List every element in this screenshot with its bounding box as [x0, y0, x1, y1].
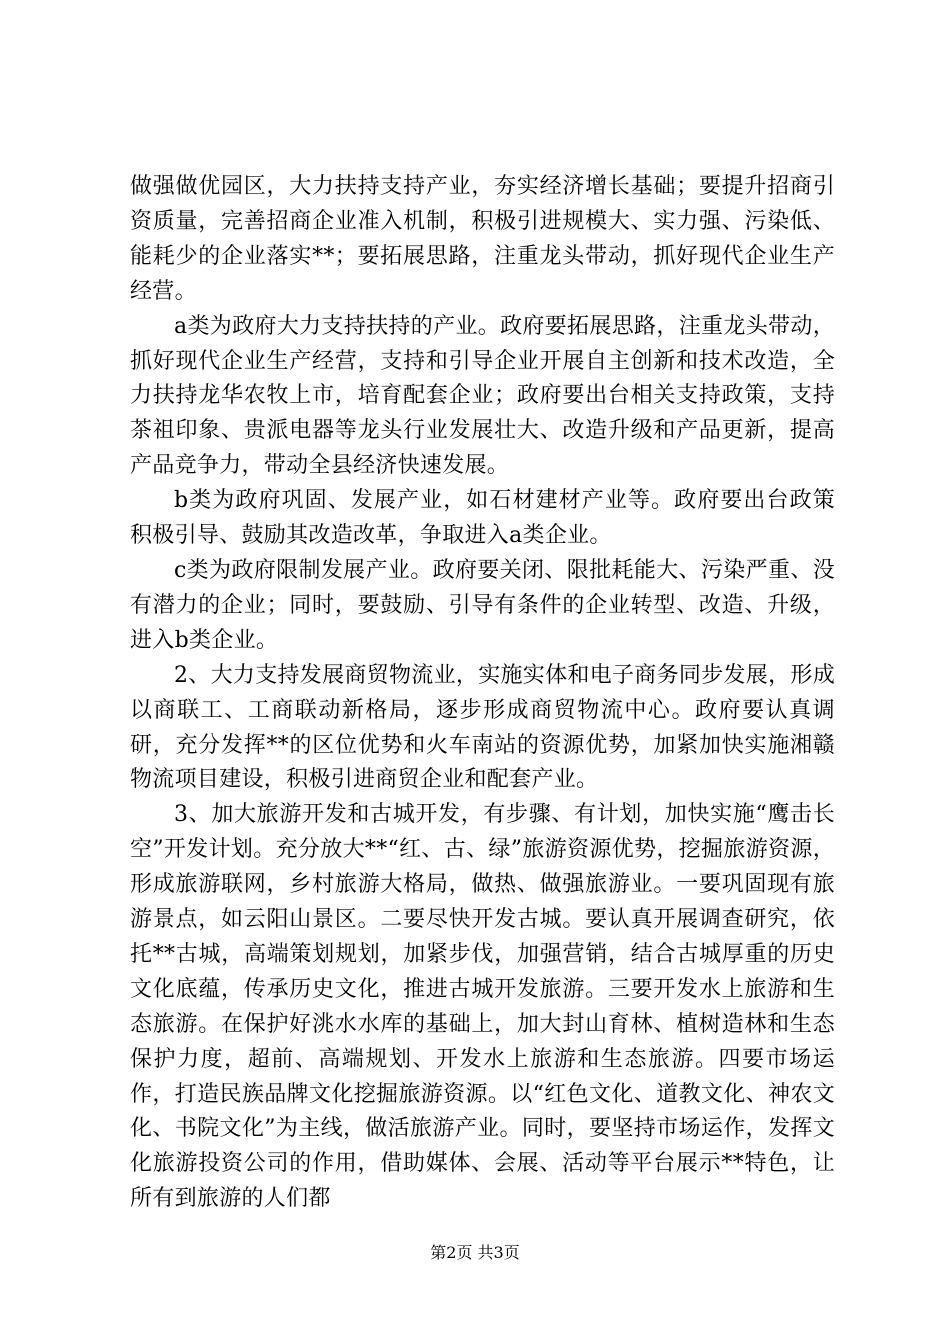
paragraph-category-a: a类为政府大力支持扶持的产业。政府要拓展思路，注重龙头带动，抓好现代企业生产经营，支持和引导企业开展自主创新和技术改造，全力扶持龙华农牧上市，培育配套企业；政府要出台相关支持政策，支持茶祖印象、贵派电器等龙头行业发展壮大、改造升级和产品更新，提高产品竞争力，带动全县经济快速发展。 [130, 313, 835, 479]
paragraph-category-c: c类为政府限制发展产业。政府要关闭、限批耗能大、污染严重、没有潜力的企业；同时，要鼓励、引导有条件的企业转型、改造、升级，进入b类企业。 [130, 557, 835, 653]
paragraph-category-b: b类为政府巩固、发展产业，如石材建材产业等。政府要出台政策积极引导、鼓励其改造改革，争取进入a类企业。 [130, 488, 835, 549]
page-footer: 第2页 共3页 [430, 1243, 520, 1262]
document-body [130, 170, 835, 1217]
paragraph-intro: 做强做优园区，大力扶持支持产业，夯实经济增长基础；要提升招商引资质量，完善招商企业准入机制，积极引进规模大、实力强、污染低、能耗少的企业落实**；要拓展思路，注重龙头带动，抓好现代企业生产经营。 [130, 174, 835, 304]
paragraph-tourism: 3、加大旅游开发和古城开发，有步骤、有计划，加快实施“鹰击长空”开发计划。充分放大**“红、古、绿”旅游资源优势，挖掘旅游资源，形成旅游联网，乡村旅游大格局，做热、做强旅游业。一要巩固现有旅游景点，如云阳山景区。二要尽快开发古城。要认真开展调查研究，依托**古城，高端策划规划，加紧步伐，加强营销，结合古城厚重的历史文化底蕴，传承历史文化，推进古城开发旅游。三要开发水上旅游和生态旅游。在保护好洮水水库的基础上，加大封山育林、植树造林和生态保护力度，超前、高端规划、开发水上旅游和生态旅游。四要市场运作，打造民族品牌文化挖掘旅游资源。以“红色文化、道教文化、神农文化、书院文化”为主线，做活旅游产业。同时，要坚持市场运作，发挥文化旅游投资公司的作用，借助媒体、会展、活动等平台展示**特色，让所有到旅游的人们都 [130, 802, 835, 1212]
paragraph-commerce-logistics: 2、大力支持发展商贸物流业，实施实体和电子商务同步发展，形成以商联工、工商联动新格局，逐步形成商贸物流中心。政府要认真调研，充分发挥**的区位优势和火车南站的资源优势，加紧加快实施湘赣物流项目建设，积极引进商贸企业和配套产业。 [130, 662, 835, 793]
